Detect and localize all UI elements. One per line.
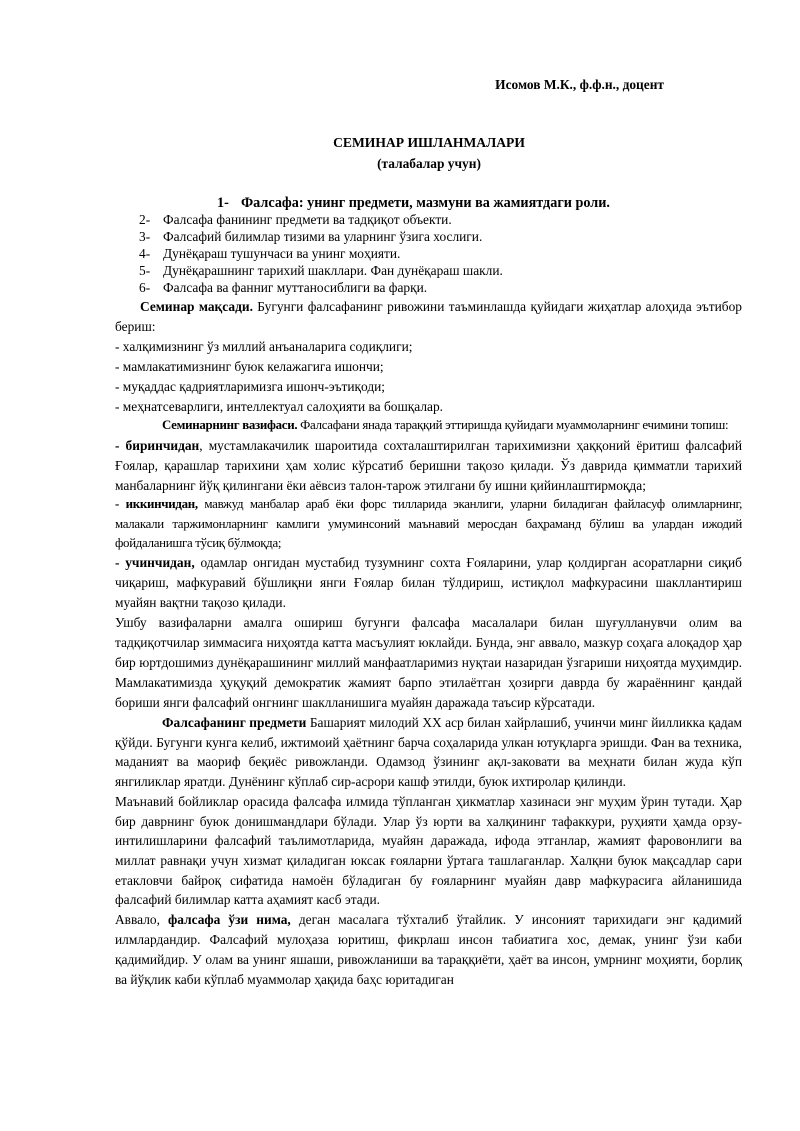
paragraph-tasks-implementation: Ушбу вазифаларни амалга ошириш бугунги фалсафа масалалари билан шуғулланувчи олим ва тадқиқотчилар зиммасига ниҳоятда катта масъулият юклайди. Бунда, энг аввало, мазкур соҳага алоқадор ҳар бир юртдошимиз дунёқарашининг миллий манфаатларимиз нуқтаи назаридан ўзгариши ниҳоятда муҳимдир. Мамлакатимизда ҳуқуқий демократик жамият барпо этилаётган ҳозирги даврда бу жараённинг қандай бориши янги фалсафий онгнинг шаклланишига муайян даражада таъсир кўрсатади. bbox=[115, 615, 742, 710]
task-label: Семинарнинг вазифаси. bbox=[162, 418, 298, 433]
question-text: Фалсафа: унинг предмети, мазмуни ва жамиятдаги роли. bbox=[241, 195, 610, 211]
question-1 bbox=[217, 195, 610, 212]
point-label: биринчидан bbox=[125, 437, 200, 453]
paragraph-spiritual-wealth: Маънавий бойликлар орасида фалсафа илмида тўпланган ҳикматлар хазинаси энг муҳим ўрин тутади. Ҳар бир даврнинг буюк донишмандлари бўлади. Улар ўз юрти ва халқининг тафаккури, руҳияти ҳамда орзу-интилишларини фалсафий таълимотларида, муайян даражада, ифода этганлар, жамият фаровонлиги ва миллат равнақи учун хизмат қиладиган юксак ғояларни ўртага ташлаганлар. Халқни буюк мақсадлар сари етакловчи байроқ сифатида намоён бўладиган бу ғояларнинг муайян давр мафкурасига айланишида фалсафий билимлар катта аҳамият касб этади. bbox=[115, 794, 742, 908]
aim-label: Семинар мақсади. bbox=[140, 299, 253, 314]
whatis-before: Аввало, bbox=[115, 911, 168, 927]
aim-item: - халқимизнинг ўз миллий анъаналарига содиқлиги; bbox=[115, 338, 413, 354]
point-label: учинчидан, bbox=[125, 555, 195, 571]
question-text: Фалсафа ва фанниг муттаносиблиги ва фарқи. bbox=[163, 280, 428, 295]
aim-item: - меҳнатсеварлиги, интеллектуал салоҳияти ва бошқалар. bbox=[115, 398, 444, 414]
question-number: 4- bbox=[139, 246, 151, 261]
question-number: 6- bbox=[139, 280, 151, 295]
task-text: Фалсафани янада тараққий эттиришда қуйидаги муаммоларнинг ечимини топиш: bbox=[297, 418, 729, 433]
question-2 bbox=[139, 211, 503, 228]
whatis-label: фалсафа ўзи нима, bbox=[168, 911, 291, 927]
point-third bbox=[115, 553, 742, 613]
whatis-text: деган масалага тўхталиб ўтайлик. У инсоният тарихидаги энг қадимий илмлардандир. Фалсафий мулоҳаза юритиш, фикрлаш инсон табиатига хос, демак, унинг ўзи каби қадимийдир. У олам ва унинг яшаши, ривожланиши ва тараққиёти, ҳаёт ва инсон, умрнинг моҳияти, борлиқ ва йўқлик каби кўплаб муаммолар ҳақида баҳс юритадиган bbox=[115, 911, 742, 987]
question-text: Дунёқараш тушунчаси ва унинг моҳияти. bbox=[163, 246, 401, 261]
question-list bbox=[139, 211, 503, 296]
question-4 bbox=[139, 245, 503, 262]
author-line: Исомов М.К., ф.ф.н., доцент bbox=[495, 77, 664, 92]
point-prefix: - bbox=[115, 555, 126, 571]
question-text: Дунёқарашнинг тарихий шакллари. Фан дунёқараш шакли. bbox=[163, 263, 503, 278]
question-5 bbox=[139, 262, 503, 279]
aim-paragraph bbox=[115, 297, 742, 337]
subject-label: Фалсафанинг предмети bbox=[162, 714, 307, 730]
question-text: Фалсафа фанининг предмети ва тадқиқот объекти. bbox=[163, 212, 452, 227]
aim-item: - муқаддас қадриятларимизга ишонч-эътиқоди; bbox=[115, 378, 386, 394]
question-number: 2- bbox=[139, 212, 151, 227]
document-body bbox=[115, 297, 742, 989]
subject-text: Башарият милодий XX аср билан хайрлашиб, учинчи минг йилликка қадам қўйди. Бугунги кунга келиб, ижтимоий ҳаётнинг барча соҳаларида улкан ютуқларга эришди. Фан ва техника, маданият ва маориф беқиёс ривожланди. Одамзод ўзининг ақл-заковати ва меҳнати билан жуда кўп янгиликлар яратди. Дунёнинг кўплаб сир-асрори кашф этилди, буюк ихтиролар қилинди. bbox=[115, 714, 742, 790]
task-paragraph bbox=[115, 416, 742, 435]
point-label: иккинчидан, bbox=[125, 497, 198, 512]
point-prefix: - bbox=[115, 437, 126, 453]
question-number: 3- bbox=[139, 229, 151, 244]
question-3 bbox=[139, 228, 503, 245]
point-text: одамлар онгидан мустабид тузумнинг сохта Ғояларини, улар қолдирган асоратларни сиқиб чиқариш, мафкуравий бўшлиқни янги Ғоялар билан тўлдириш, истиқлол мафкурасини шакллантириш муайян вақтни тақозо қилади. bbox=[115, 555, 742, 611]
question-text: Фалсафий билимлар тизими ва уларнинг ўзига хослиги. bbox=[163, 229, 483, 244]
question-6 bbox=[139, 279, 503, 296]
question-number: 1- bbox=[217, 195, 229, 211]
subject-paragraph bbox=[115, 713, 742, 793]
point-text: мавжуд манбалар араб ёки форс тилларида эканлиги, уларни биладиган файласуф олимларнинг, малакали таржимонларнинг камлиги умуминсоний маънавий меросдан баҳраманд бўлиш ва улардан ижодий фойдаланишга тўсиқ бўлмоқда; bbox=[115, 497, 742, 551]
point-second bbox=[115, 495, 742, 553]
question-number: 5- bbox=[139, 263, 151, 278]
aim-item: - мамлакатимизнинг буюк келажагига ишончи; bbox=[115, 358, 384, 374]
document-title: СЕМИНАР ИШЛАНМАЛАРИ bbox=[333, 135, 525, 150]
point-first bbox=[115, 436, 742, 496]
aim-text: Бугунги фалсафанинг ривожини таъминлашда қуйидаги жиҳатлар алоҳида эътибор бериш: bbox=[115, 299, 742, 334]
document-subtitle: (талабалар учун) bbox=[377, 156, 481, 171]
point-text: , мустамлакачилик шароитида сохталаштирилган тарихимизни ҳаққоний ёритиш фалсафий Ғоялар, қарашлар тарихини ҳам холис кўрсатиб беришни тақозо қилади. Ўз даврида қимматли тарихий манбаларнинг йўқ қилингани ёки аёвсиз талон-тарож этилгани бу ишни қийинлаштирмоқда; bbox=[115, 437, 743, 493]
whatis-paragraph bbox=[115, 910, 742, 990]
point-prefix: - bbox=[115, 497, 126, 512]
